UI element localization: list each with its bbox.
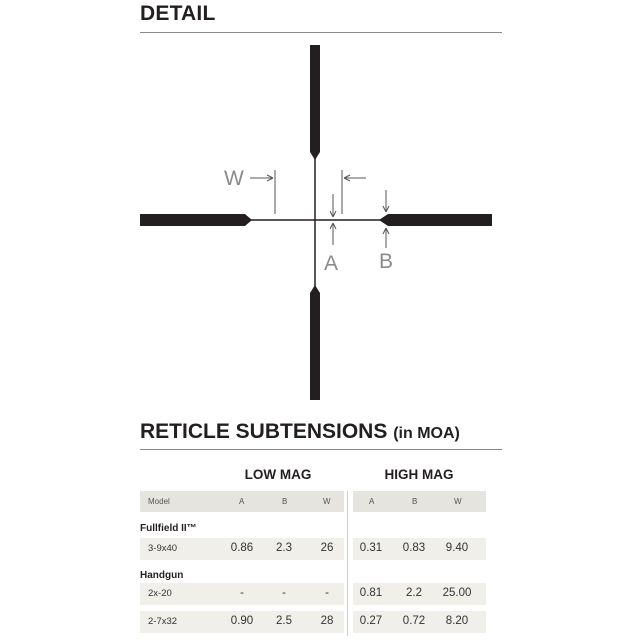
cell-high-a: 0.81 xyxy=(359,587,383,599)
reticle-bottom-post xyxy=(310,285,320,400)
cell-high-w: 25.00 xyxy=(442,587,472,599)
cell-low-w: 28 xyxy=(320,615,334,627)
cell-high-a: 0.27 xyxy=(359,615,383,627)
reticle-left-post xyxy=(140,214,252,226)
detail-title: DETAIL xyxy=(140,2,216,25)
column-separator xyxy=(347,491,348,636)
model-name: 2-7x32 xyxy=(148,616,178,627)
subtensions-unit: (in MOA) xyxy=(393,425,460,442)
cell-low-w: - xyxy=(325,587,329,599)
cell-high-a: 0.31 xyxy=(359,542,383,554)
col-low-w: W xyxy=(323,497,331,506)
cell-low-b: 2.3 xyxy=(276,542,292,554)
col-model: Model xyxy=(148,497,170,506)
col-low-a: A xyxy=(239,497,245,506)
model-name: 3-9x40 xyxy=(148,543,178,554)
col-low-b: B xyxy=(282,497,288,506)
cell-high-w: 9.40 xyxy=(445,542,469,554)
model-name: 2x-20 xyxy=(148,588,172,599)
detail-divider xyxy=(140,32,502,33)
group-high-mag: HIGH MAG xyxy=(384,467,454,482)
group-low-mag: LOW MAG xyxy=(244,467,312,482)
subtensions-divider xyxy=(140,449,502,450)
col-high-w: W xyxy=(454,497,462,506)
category-label: Fullfield II™ xyxy=(140,523,197,534)
label-b: B xyxy=(379,250,394,273)
reticle-top-post xyxy=(310,45,320,160)
subtensions-title-text: RETICLE SUBTENSIONS xyxy=(140,420,388,443)
col-high-b: B xyxy=(412,497,418,506)
cell-low-a: 0.86 xyxy=(230,542,254,554)
cell-high-b: 2.2 xyxy=(406,587,422,599)
cell-high-b: 0.72 xyxy=(402,615,426,627)
reticle-diagram xyxy=(130,40,510,410)
subtensions-title xyxy=(140,420,460,444)
col-high-a: A xyxy=(369,497,375,506)
cell-low-a: - xyxy=(240,587,244,599)
cell-low-a: 0.90 xyxy=(230,615,254,627)
cell-low-b: 2.5 xyxy=(276,615,292,627)
cell-high-b: 0.83 xyxy=(402,542,426,554)
cell-low-w: 26 xyxy=(320,542,334,554)
cell-low-b: - xyxy=(282,587,286,599)
reticle-right-post xyxy=(379,214,492,226)
label-a: A xyxy=(324,252,339,275)
label-w: W xyxy=(224,167,244,190)
cell-high-w: 8.20 xyxy=(445,615,469,627)
category-label: Handgun xyxy=(140,570,184,581)
